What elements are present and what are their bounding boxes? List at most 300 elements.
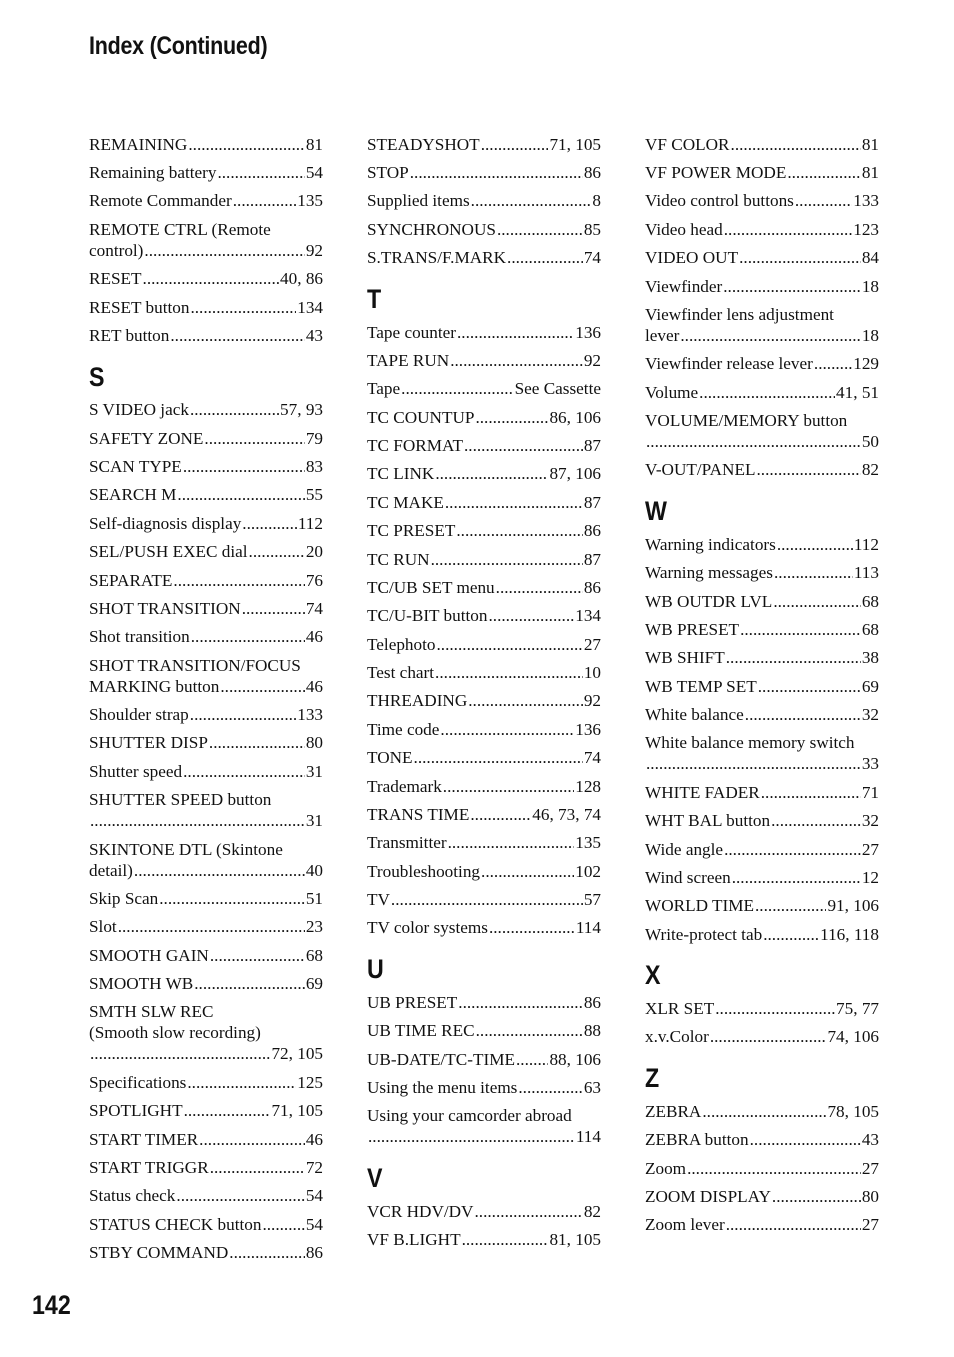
index-entry-page-ref: 116, 118: [820, 924, 879, 944]
index-entry-page-ref: 85: [583, 219, 601, 239]
index-entry-term: Shoulder strap: [89, 705, 189, 725]
dot-leader: [489, 917, 575, 938]
index-entry-term: START TRIGGR: [89, 1157, 209, 1177]
index-entry: [367, 318, 601, 346]
index-entry-page-ref: 74, 106: [827, 1027, 879, 1047]
index-entry-term: TONE: [367, 748, 413, 768]
index-entry-term-line: VOLUME/MEMORY button: [645, 411, 848, 431]
index-entry: [367, 744, 601, 772]
index-entry-page-ref: 80: [861, 1186, 879, 1206]
index-entry-term: VF B.LIGHT: [367, 1230, 461, 1250]
index-entry-page-ref: 46: [305, 1129, 323, 1149]
index-entry-page-ref: 82: [861, 460, 879, 480]
index-entry: [367, 772, 601, 800]
dot-leader: [795, 190, 852, 211]
index-entry-page-ref: 128: [575, 776, 601, 796]
index-entry-term: TC/UB SET menu: [367, 577, 495, 597]
index-entry-page-ref: 87: [583, 549, 601, 569]
index-entry-page-ref: 51: [305, 888, 323, 908]
dot-leader: [249, 541, 305, 562]
index-entry-term: SYNCHRONOUS: [367, 219, 496, 239]
index-entry: [89, 215, 323, 264]
index-entry-term: Skip Scan: [89, 888, 159, 908]
dot-leader: [468, 690, 583, 711]
index-entry: [645, 244, 879, 272]
index-entry-page-ref: 114: [575, 1127, 601, 1147]
dot-leader: [431, 549, 583, 570]
index-entry-page-ref: 46, 73, 74: [532, 804, 601, 824]
index-entry: [367, 829, 601, 857]
index-entry-page-ref: 32: [861, 811, 879, 831]
index-entry-page-ref: 87: [583, 492, 601, 512]
index-entry-page-ref: 46: [305, 627, 323, 647]
index-entry-term: SPOTLIGHT: [89, 1101, 183, 1121]
index-entry-term: WB PRESET: [645, 619, 740, 639]
index-entry-page-ref: 92: [305, 240, 323, 260]
index-entry-page-ref: 102: [575, 861, 601, 881]
dot-leader: [440, 719, 574, 740]
index-entry: [367, 187, 601, 215]
index-column-2: [367, 130, 601, 1254]
dot-leader: [476, 1020, 583, 1041]
index-entry-term: S.TRANS/F.MARK: [367, 248, 507, 268]
index-entry-term: TC COUNTUP: [367, 407, 475, 427]
index-entry-page-ref: 125: [297, 1072, 323, 1092]
index-entry-term: Status check: [89, 1186, 176, 1206]
dot-leader: [739, 247, 861, 268]
dot-leader: [184, 1100, 271, 1121]
index-entry-page-ref: 133: [297, 705, 323, 725]
index-entry-term: WB TEMP SET: [645, 676, 757, 696]
index-entry-term: TRANS TIME: [367, 804, 470, 824]
dot-leader: [481, 861, 574, 882]
index-entry: [645, 130, 879, 158]
index-entry-term: ZOOM DISPLAY: [645, 1186, 771, 1206]
page-header-title: Index (Continued): [89, 32, 268, 60]
index-entry-page-ref: 136: [575, 322, 601, 342]
index-entry-term: UB PRESET: [367, 992, 458, 1012]
index-entry: [89, 538, 323, 566]
index-entry-page-ref: 112: [297, 513, 323, 533]
dot-leader: [183, 456, 305, 477]
index-entry-page-ref: 74: [583, 248, 601, 268]
dot-leader: [90, 810, 305, 831]
dot-leader: [814, 353, 852, 374]
index-entry: [367, 375, 601, 403]
index-entry-page-ref: 31: [305, 811, 323, 831]
index-entry: [645, 994, 879, 1022]
index-entry: [367, 687, 601, 715]
index-entry-page-ref: 43: [305, 325, 323, 345]
index-entry: [89, 1125, 323, 1153]
index-entry-page-ref: 78, 105: [827, 1101, 879, 1121]
dot-leader: [173, 570, 304, 591]
index-entry: [367, 1225, 601, 1253]
index-entry-term: Tape: [367, 379, 401, 399]
index-entry-term: Troubleshooting: [367, 861, 481, 881]
index-entry-term: TC RUN: [367, 549, 430, 569]
section-letter-heading: W: [645, 496, 667, 527]
index-entry-term: WHITE FADER: [645, 782, 760, 802]
index-entry-page-ref: 57, 93: [280, 400, 323, 420]
index-entry: [645, 729, 879, 778]
index-entry: [645, 807, 879, 835]
index-entry-term: STEADYSHOT: [367, 134, 480, 154]
index-entry: [367, 1102, 601, 1151]
dot-leader: [462, 1229, 549, 1250]
index-entry-page-ref: 12: [861, 867, 879, 887]
dot-leader: [699, 382, 835, 403]
index-entry: [645, 615, 879, 643]
index-entry-page-ref: 71, 105: [271, 1101, 323, 1121]
dot-leader: [750, 1129, 861, 1150]
dot-leader: [702, 1101, 826, 1122]
dot-leader: [177, 484, 304, 505]
index-entry-page-ref: 32: [861, 705, 879, 725]
dot-leader: [646, 753, 861, 774]
index-entry: [367, 1073, 601, 1101]
dot-leader: [516, 1049, 548, 1070]
index-entry-term: TC PRESET: [367, 521, 456, 541]
index-entry: [89, 651, 323, 700]
index-entry-page-ref: 50: [861, 432, 879, 452]
index-entry-page-ref: 86: [305, 1243, 323, 1263]
index-entry: [89, 424, 323, 452]
dot-leader: [262, 1214, 304, 1235]
index-entry-term: White balance: [645, 705, 744, 725]
dot-leader: [170, 325, 304, 346]
index-entry-page-ref: 79: [305, 428, 323, 448]
index-entry-page-ref: 92: [583, 691, 601, 711]
section-letter-heading: T: [367, 283, 382, 314]
dot-leader: [687, 1158, 861, 1179]
dot-leader: [435, 463, 548, 484]
index-entry-term: TV color systems: [367, 918, 488, 938]
index-entry: [645, 863, 879, 891]
index-entry-term: REMAINING: [89, 134, 188, 154]
index-entry-page-ref: 114: [575, 918, 601, 938]
dot-leader: [507, 247, 583, 268]
index-entry-term: SAFETY ZONE: [89, 428, 204, 448]
index-entry-page-ref: 135: [575, 833, 601, 853]
index-entry: [89, 187, 323, 215]
index-entry-page-ref: 41, 51: [836, 382, 879, 402]
index-entry: [367, 158, 601, 186]
dot-leader: [450, 350, 583, 371]
index-entry-term: SCAN TYPE: [89, 457, 182, 477]
index-entry-page-ref: 68: [861, 591, 879, 611]
dot-leader: [787, 162, 860, 183]
index-entry-term: RESET: [89, 269, 142, 289]
index-entry-term-line: REMOTE CTRL (Remote: [89, 219, 271, 239]
index-entry-page-ref: 123: [853, 219, 879, 239]
index-entry-term: SEARCH M: [89, 485, 177, 505]
index-entry-term: SEL/PUSH EXEC dial: [89, 542, 248, 562]
index-entry: [89, 623, 323, 651]
index-entry-term: UB-DATE/TC-TIME: [367, 1049, 515, 1069]
index-entry: [89, 396, 323, 424]
dot-leader: [458, 992, 583, 1013]
index-entry-page-ref: 31: [305, 761, 323, 781]
dot-leader: [134, 860, 305, 881]
index-entry: [367, 431, 601, 459]
index-entry-page-ref: 68: [305, 945, 323, 965]
dot-leader: [771, 810, 861, 831]
index-entry-page-ref: 83: [305, 457, 323, 477]
index-entry-page-ref: 55: [305, 485, 323, 505]
index-entry-term: MARKING button: [89, 676, 220, 696]
index-entry-page-ref: 86: [583, 163, 601, 183]
index-entry-page-ref: 84: [861, 248, 879, 268]
section-letter-heading: Z: [645, 1063, 660, 1094]
index-entry-page-ref: 72, 105: [271, 1044, 323, 1064]
dot-leader: [755, 895, 826, 916]
dot-leader: [646, 431, 861, 452]
index-entry: [89, 969, 323, 997]
index-entry-page-ref: 43: [861, 1130, 879, 1150]
index-entry-term: Wind screen: [645, 867, 731, 887]
index-entry-term: TC LINK: [367, 464, 435, 484]
dot-leader: [190, 704, 296, 725]
dot-leader: [715, 998, 835, 1019]
index-entry: [89, 1210, 323, 1238]
dot-leader: [763, 924, 819, 945]
index-entry-term: RESET button: [89, 297, 190, 317]
dot-leader: [209, 732, 305, 753]
index-entry-page-ref: 33: [861, 754, 879, 774]
index-entry-term: lever: [645, 325, 680, 345]
index-entry: [367, 403, 601, 431]
index-entry-page-ref: 46: [305, 676, 323, 696]
index-entry-term: WB SHIFT: [645, 648, 725, 668]
dot-leader: [391, 889, 583, 910]
dot-leader: [726, 1214, 861, 1235]
index-entry-term: SEPARATE: [89, 570, 173, 590]
index-entry-term-line: (Smooth slow recording): [89, 1023, 261, 1043]
index-entry-term: Warning indicators: [645, 534, 776, 554]
index-entry: [367, 885, 601, 913]
index-entry-term: START TIMER: [89, 1129, 199, 1149]
index-entry: [89, 700, 323, 728]
dot-leader: [488, 605, 574, 626]
index-entry: [645, 1126, 879, 1154]
index-entry-page-ref: 27: [583, 634, 601, 654]
index-entry-page-ref: 57: [583, 890, 601, 910]
index-entry: [89, 594, 323, 622]
index-entry-term: STATUS CHECK button: [89, 1214, 262, 1234]
dot-leader: [723, 276, 861, 297]
index-entry: [89, 1068, 323, 1096]
index-entry-term: SHOT TRANSITION: [89, 598, 241, 618]
index-entry-term: VCR HDV/DV: [367, 1201, 474, 1221]
index-entry: [645, 272, 879, 300]
index-entry-term: TV: [367, 890, 390, 910]
index-entry: [89, 913, 323, 941]
index-entry-page-ref: 20: [305, 542, 323, 562]
index-entry-page-ref: 88, 106: [549, 1049, 601, 1069]
index-entry-page-ref: 81: [305, 134, 323, 154]
index-entry: [89, 786, 323, 835]
index-entry: [645, 835, 879, 863]
index-entry-term: Remote Commander: [89, 191, 232, 211]
dot-leader: [176, 1185, 304, 1206]
index-entry: [367, 215, 601, 243]
index-entry: [645, 587, 879, 615]
index-entry-term: x.v.Color: [645, 1027, 709, 1047]
dot-leader: [474, 1201, 582, 1222]
index-entry-page-ref: 87, 106: [549, 464, 601, 484]
dot-leader: [745, 704, 861, 725]
dot-leader: [183, 761, 305, 782]
dot-leader: [194, 973, 305, 994]
dot-leader: [217, 162, 304, 183]
dot-leader: [756, 459, 860, 480]
index-entry-page-ref: 81: [861, 134, 879, 154]
dot-leader: [518, 1077, 582, 1098]
index-entry: [645, 644, 879, 672]
page-number: 142: [32, 1290, 71, 1320]
dot-leader: [210, 1157, 305, 1178]
index-entry: [645, 1023, 879, 1051]
index-entry-term: ZEBRA button: [645, 1130, 749, 1150]
index-entry-term: UB TIME REC: [367, 1021, 475, 1041]
dot-leader: [724, 839, 861, 860]
index-entry: [645, 892, 879, 920]
index-entry: [645, 406, 879, 455]
index-entry: [89, 884, 323, 912]
dot-leader: [199, 1129, 305, 1150]
index-entry: [367, 1197, 601, 1225]
index-entry-term: Shutter speed: [89, 761, 183, 781]
index-entry-term: THREADING: [367, 691, 468, 711]
index-entry-page-ref: 71: [861, 782, 879, 802]
index-entry-page-ref: 27: [861, 1158, 879, 1178]
section-letter-heading: X: [645, 960, 661, 991]
index-entry-page-ref: 112: [853, 534, 879, 554]
index-entry-term: Viewfinder: [645, 276, 723, 296]
index-entry: [367, 914, 601, 942]
dot-leader: [740, 619, 861, 640]
index-entry-page-ref: 135: [297, 191, 323, 211]
dot-leader: [443, 776, 574, 797]
index-entry: [89, 729, 323, 757]
index-entry-term: WORLD TIME: [645, 896, 754, 916]
index-entry-term: Using the menu items: [367, 1077, 518, 1097]
index-entry-page-ref: 113: [853, 563, 879, 583]
dot-leader: [220, 676, 304, 697]
index-entry-term: VF POWER MODE: [645, 163, 787, 183]
index-entry-term: WHT BAL button: [645, 811, 771, 831]
index-entry-term: Trademark: [367, 776, 442, 796]
index-entry-page-ref: 136: [575, 719, 601, 739]
index-entry-page-ref: 91, 106: [827, 896, 879, 916]
index-entry-page-ref: See Cassette: [514, 379, 601, 399]
index-entry-term: STOP: [367, 163, 409, 183]
index-entry: [89, 1238, 323, 1266]
dot-leader: [481, 134, 549, 155]
index-entry-page-ref: 27: [861, 1215, 879, 1235]
index-entry-page-ref: 63: [583, 1077, 601, 1097]
index-entry: [89, 835, 323, 884]
index-entry-term: Zoom: [645, 1158, 687, 1178]
index-column-3: [645, 130, 879, 1239]
index-entry-term: Transmitter: [367, 833, 447, 853]
dot-leader: [242, 513, 297, 534]
index-entry: [367, 800, 601, 828]
index-entry-page-ref: 54: [305, 1214, 323, 1234]
index-entry-term: Video head: [645, 219, 723, 239]
index-entry-term: S VIDEO jack: [89, 400, 189, 420]
index-entry-term: STBY COMMAND: [89, 1243, 229, 1263]
dot-leader: [436, 634, 582, 655]
index-entry-page-ref: 81, 105: [549, 1230, 601, 1250]
index-entry: [367, 545, 601, 573]
index-entry-term: SHUTTER DISP: [89, 733, 208, 753]
dot-leader: [448, 832, 575, 853]
section-letter-heading: S: [89, 361, 105, 392]
index-entry: [89, 941, 323, 969]
index-entry-term: Slot: [89, 917, 117, 937]
dot-leader: [410, 162, 583, 183]
dot-leader: [777, 534, 853, 555]
index-entry-term: VF COLOR: [645, 134, 730, 154]
index-entry-page-ref: 134: [297, 297, 323, 317]
index-entry-page-ref: 86: [583, 521, 601, 541]
index-entry: [367, 244, 601, 272]
index-entry-term: Viewfinder release lever: [645, 354, 813, 374]
index-entry: [645, 378, 879, 406]
index-entry-term: Supplied items: [367, 191, 470, 211]
dot-leader: [497, 219, 583, 240]
dot-leader: [242, 598, 305, 619]
dot-leader: [190, 399, 279, 420]
dot-leader: [414, 747, 583, 768]
index-entry-page-ref: 86: [583, 577, 601, 597]
index-entry: [367, 517, 601, 545]
index-entry-term-line: Viewfinder lens adjustment: [645, 304, 834, 324]
index-entry-term: control): [89, 240, 144, 260]
index-entry-page-ref: 80: [305, 733, 323, 753]
index-entry-term: Video control buttons: [645, 191, 794, 211]
index-entry-page-ref: 8: [592, 191, 601, 211]
index-entry-term: Volume: [645, 382, 699, 402]
index-entry-term: Telephoto: [367, 634, 436, 654]
index-entry: [645, 700, 879, 728]
index-entry: [89, 158, 323, 186]
index-entry-term: Tape counter: [367, 322, 456, 342]
dot-leader: [471, 190, 592, 211]
dot-leader: [187, 1072, 296, 1093]
index-entry-term: Time code: [367, 719, 440, 739]
index-entry-page-ref: 92: [583, 350, 601, 370]
index-entry-page-ref: 86: [583, 992, 601, 1012]
index-entry: [367, 988, 601, 1016]
index-entry-term: Test chart: [367, 663, 435, 683]
index-entry: [367, 346, 601, 374]
dot-leader: [159, 888, 305, 909]
index-entry-term: ZEBRA: [645, 1101, 702, 1121]
index-entry: [89, 293, 323, 321]
index-entry: [89, 265, 323, 293]
index-entry-term: Remaining battery: [89, 163, 217, 183]
index-entry: [89, 1182, 323, 1210]
index-entry-page-ref: 82: [583, 1201, 601, 1221]
dot-leader: [143, 268, 280, 289]
index-entry-page-ref: 18: [861, 276, 879, 296]
dot-leader: [680, 325, 860, 346]
index-entry-page-ref: 71, 105: [549, 134, 601, 154]
index-entry-page-ref: 38: [861, 648, 879, 668]
